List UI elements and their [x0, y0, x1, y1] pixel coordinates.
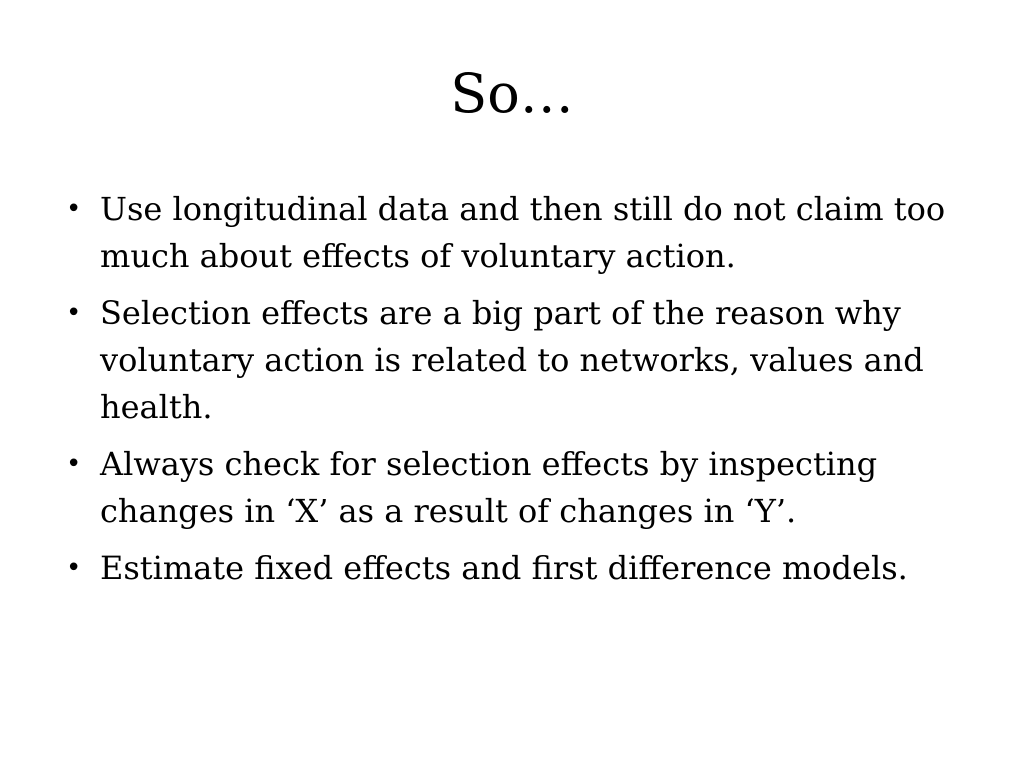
bullet-icon: •	[66, 194, 82, 224]
bullet-text: Use longitudinal data and then still do not claim too much about effects of voluntary action.	[100, 190, 946, 275]
bullet-text: Estimate fixed effects and first difference models.	[100, 549, 908, 587]
bullet-item	[62, 290, 962, 431]
bullet-icon: •	[66, 449, 82, 479]
bullet-item	[62, 441, 962, 535]
bullet-text: Selection effects are a big part of the reason why voluntary action is related to networks, values and health.	[100, 294, 924, 426]
bullet-list	[62, 186, 962, 602]
bullet-item	[62, 545, 962, 592]
bullet-item	[62, 186, 962, 280]
bullet-icon: •	[66, 298, 82, 328]
bullet-icon: •	[66, 553, 82, 583]
slide-title: So…	[450, 62, 574, 125]
bullet-text: Always check for selection effects by inspecting changes in ‘X’ as a result of changes in ‘Y’.	[100, 445, 878, 530]
